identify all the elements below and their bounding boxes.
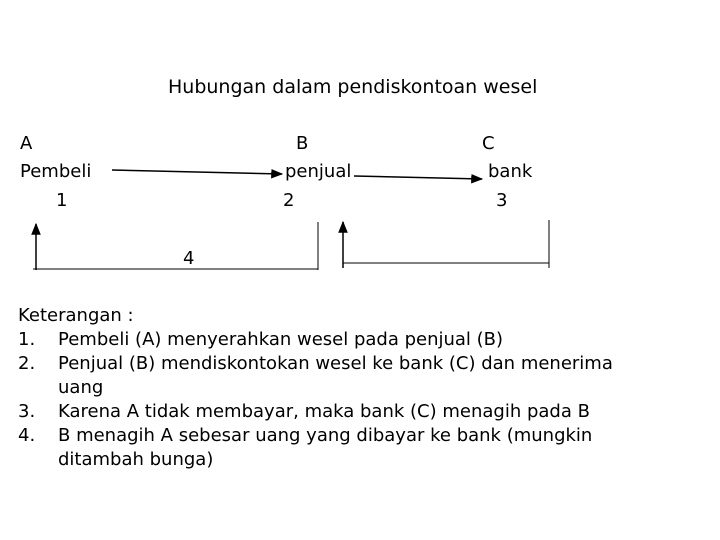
notes-list xyxy=(18,328,658,472)
arrow-a-to-b xyxy=(112,170,282,174)
node-a-number: 1 xyxy=(56,190,68,211)
list-item-number: 4. xyxy=(18,425,36,446)
list-item-text: Karena A tidak membayar, maka bank (C) menagih pada B xyxy=(58,401,590,422)
list-item xyxy=(18,352,658,400)
flow-c-to-b xyxy=(343,220,549,268)
node-c-letter: C xyxy=(482,133,495,154)
list-item-text: B menagih A sebesar uang yang dibayar ke bank (mungkin ditambah bunga) xyxy=(58,425,593,470)
node-c-name: bank xyxy=(488,161,533,182)
arrow-b-to-c xyxy=(354,176,482,179)
list-item xyxy=(18,400,658,424)
node-b-letter: B xyxy=(296,133,309,154)
diagram-title: Hubungan dalam pendiskontoan wesel xyxy=(168,76,538,98)
notes-heading: Keterangan : xyxy=(18,305,134,326)
flow-b-to-a xyxy=(33,222,318,270)
list-item xyxy=(18,328,658,352)
list-item-text: Penjual (B) mendiskontokan wesel ke bank (C) dan menerima uang xyxy=(58,353,613,398)
node-b-name: penjual xyxy=(285,161,352,182)
list-item-number: 3. xyxy=(18,401,36,422)
flow-4-label: 4 xyxy=(183,248,195,269)
list-item-number: 1. xyxy=(18,329,36,350)
notes-section xyxy=(18,304,658,472)
list-item-number: 2. xyxy=(18,353,36,374)
node-a-letter: A xyxy=(20,133,33,154)
node-a-name: Pembeli xyxy=(20,161,92,182)
node-c-number: 3 xyxy=(496,190,508,211)
list-item-text: Pembeli (A) menyerahkan wesel pada penjual (B) xyxy=(58,329,504,350)
node-b-number: 2 xyxy=(283,190,295,211)
list-item xyxy=(18,424,638,472)
